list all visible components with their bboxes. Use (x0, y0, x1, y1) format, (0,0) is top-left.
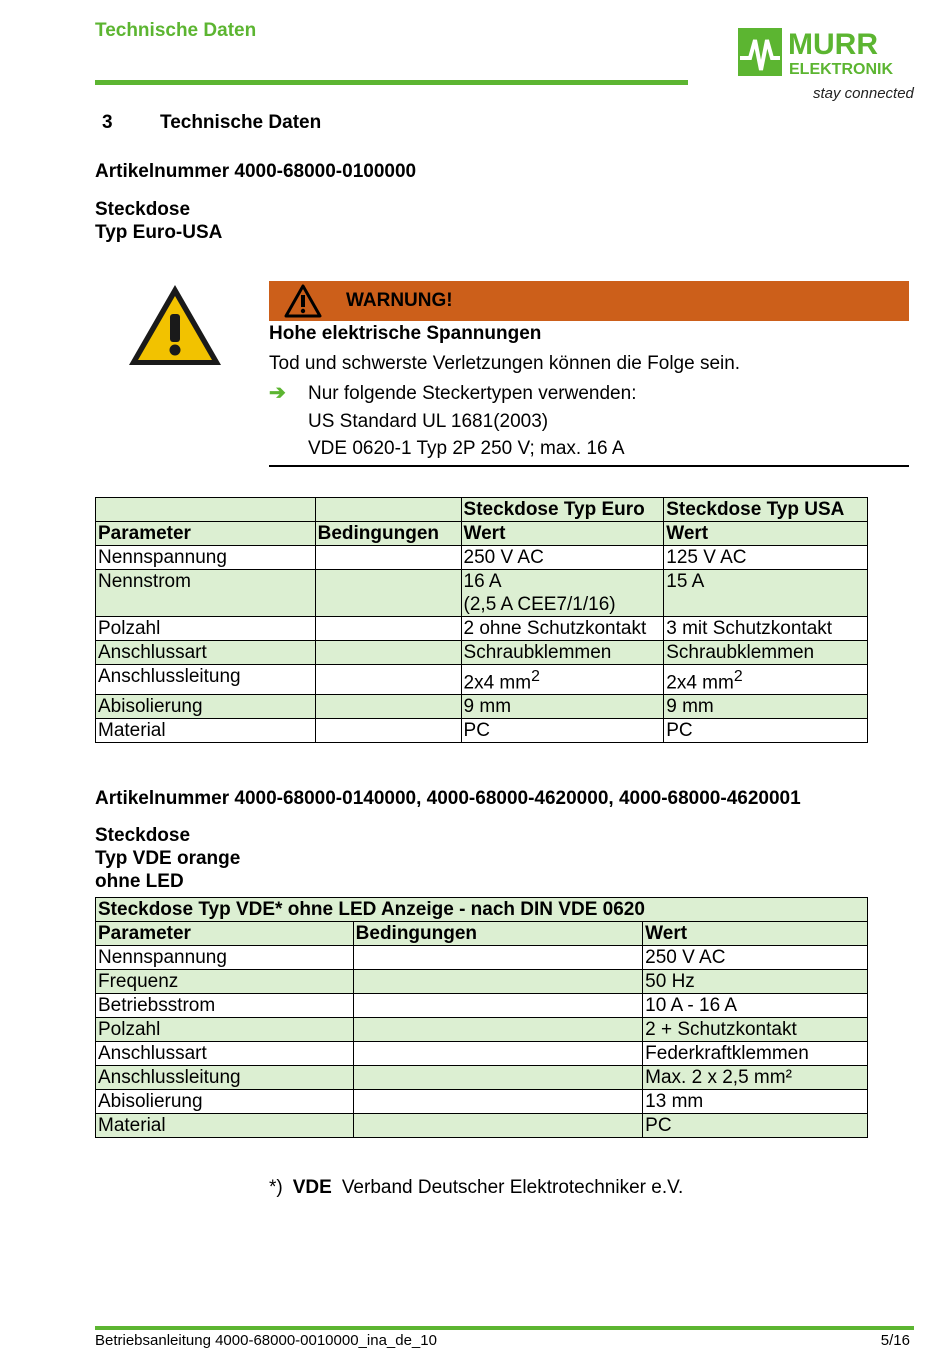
table-row (96, 946, 868, 970)
socket-type-1-line2: Typ Euro-USA (95, 222, 223, 243)
footnote-key: VDE (292, 1177, 332, 1198)
article-number-1: Artikelnummer 4000-68000-0100000 (95, 161, 417, 182)
warning-list-item: Nur folgende Steckertypen verwenden: (308, 383, 637, 404)
table-cell: 2 + Schutzkontakt (643, 1018, 868, 1042)
table-header-cell: Wert (461, 522, 664, 546)
table-cell: Nennspannung (96, 546, 316, 570)
table-cell: 125 V AC (664, 546, 868, 570)
socket-type-1-line1: Steckdose (95, 199, 191, 220)
table-row (96, 617, 868, 641)
table-cell (353, 1042, 643, 1066)
socket-type-2-line2: Typ VDE orange (95, 848, 241, 869)
table-cell: 250 V AC (461, 546, 664, 570)
table-row (96, 1018, 868, 1042)
superscript: 2 (531, 668, 540, 685)
table-cell (315, 695, 461, 719)
table-row (96, 1114, 868, 1138)
table-header-row (96, 922, 868, 946)
table-cell: PC (461, 719, 664, 743)
table-cell (461, 665, 664, 695)
table-cell (461, 570, 664, 617)
table-cell (353, 1090, 643, 1114)
table-cell: Betriebsstrom (96, 994, 354, 1018)
table-cell: Material (96, 1114, 354, 1138)
table-cell: 10 A - 16 A (643, 994, 868, 1018)
socket-type-2-line1: Steckdose (95, 825, 191, 846)
table-cell: Nennspannung (96, 946, 354, 970)
header-title: Technische Daten (95, 20, 257, 41)
table-title: Steckdose Typ VDE* ohne LED Anzeige - nach DIN VDE 0620 (96, 898, 868, 922)
footer-doc-id: Betriebsanleitung 4000-68000-0010000_ina_de_10 (95, 1332, 437, 1349)
table-cell: Nennstrom (96, 570, 316, 617)
section-title: Technische Daten (160, 112, 322, 133)
table-cell: Frequenz (96, 970, 354, 994)
table-cell-value: 2x4 mm (463, 672, 532, 694)
footer-divider (95, 1326, 914, 1330)
spec-table-euro-usa (95, 497, 868, 743)
table-row (96, 1066, 868, 1090)
table-cell: Schraubklemmen (461, 641, 664, 665)
table-cell (315, 546, 461, 570)
socket-type-2-line3: ohne LED (95, 871, 184, 892)
warning-list-item: US Standard UL 1681(2003) (308, 410, 549, 432)
arrow-right-icon: ➔ (269, 382, 286, 404)
table-cell: 13 mm (643, 1090, 868, 1114)
table-title-row (96, 898, 868, 922)
table-cell: PC (643, 1114, 868, 1138)
table-cell (96, 498, 316, 522)
table-header-cell: Bedingungen (353, 922, 643, 946)
footnote-text: Verband Deutscher Elektrotechniker e.V. (341, 1177, 684, 1198)
table-row (96, 695, 868, 719)
table-row (96, 1090, 868, 1114)
table-cell-value: 2x4 mm (666, 672, 734, 694)
table-cell (353, 1066, 643, 1090)
table-header-cell: Wert (643, 922, 868, 946)
warning-bar-icon (284, 284, 322, 318)
table-header-cell: Wert (664, 522, 868, 546)
table-cell: Steckdose Typ USA (664, 498, 868, 522)
table-cell: Anschlussleitung (96, 1066, 354, 1090)
socket-type-1 (95, 198, 222, 244)
table-cell: Anschlussart (96, 641, 316, 665)
table-cell (315, 617, 461, 641)
table-cell-line: (2,5 A CEE7/1/16) (463, 594, 616, 615)
table-cell: Anschlussleitung (96, 665, 316, 695)
table-cell: Polzahl (96, 1018, 354, 1042)
table-row (96, 546, 868, 570)
warning-label: WARNUNG! (346, 290, 453, 311)
table-cell: Polzahl (96, 617, 316, 641)
table-row (96, 719, 868, 743)
table-row (96, 994, 868, 1018)
table-cell-line: 16 A (463, 571, 502, 592)
table-cell: 2 ohne Schutzkontakt (461, 617, 664, 641)
table-header-row (96, 522, 868, 546)
superscript: 2 (733, 668, 743, 685)
logo-tagline: stay connected (813, 85, 914, 102)
warning-list-item: VDE 0620-1 Typ 2P 250 V; max. 16 A (308, 438, 625, 459)
logo-sub: ELEKTRONIK (789, 61, 893, 78)
table-cell: 50 Hz (643, 970, 868, 994)
warning-heading: Hohe elektrische Spannungen (269, 323, 542, 344)
table-cell: Max. 2 x 2,5 mm² (643, 1066, 868, 1090)
table-cell: 9 mm (664, 695, 868, 719)
table-cell (315, 570, 461, 617)
table-row (96, 641, 868, 665)
table-cell: Material (96, 719, 316, 743)
table-cell (353, 970, 643, 994)
warning-list (308, 380, 636, 463)
section-number: 3 (102, 112, 113, 133)
table-cell (353, 994, 643, 1018)
table-cell: Abisolierung (96, 1090, 354, 1114)
table-cell (353, 1018, 643, 1042)
table-cell: 9 mm (461, 695, 664, 719)
table-row (96, 970, 868, 994)
logo-brand: MURR (788, 28, 878, 61)
table-row (96, 1042, 868, 1066)
table-cell: Steckdose Typ Euro (461, 498, 664, 522)
warning-text: Tod und schwerste Verletzungen können die Folge sein. (269, 353, 741, 374)
article-number-2: Artikelnummer 4000-68000-0140000, 4000-68000-4620000, 4000-68000-4620001 (95, 788, 801, 809)
table-cell: Federkraftklemmen (643, 1042, 868, 1066)
table-cell (664, 665, 868, 695)
warning-divider (269, 465, 909, 467)
table-cell: Anschlussart (96, 1042, 354, 1066)
table-cell: 3 mit Schutzkontakt (664, 617, 868, 641)
table-cell: 15 A (664, 570, 868, 617)
header-divider (95, 80, 688, 85)
spec-table-vde (95, 897, 868, 1138)
table-header-cell: Bedingungen (315, 522, 461, 546)
table-cell: Schraubklemmen (664, 641, 868, 665)
table-header-cell: Parameter (96, 922, 354, 946)
table-header-cell: Parameter (96, 522, 316, 546)
footnote-mark: *) (269, 1177, 283, 1198)
table-cell (353, 1114, 643, 1138)
warning-triangle-icon (126, 282, 224, 368)
table-cell (315, 665, 461, 695)
table-cell (315, 719, 461, 743)
table-cell (353, 946, 643, 970)
table-row (96, 570, 868, 617)
table-row (96, 665, 868, 695)
socket-type-2 (95, 824, 240, 893)
footer-page-number: 5/16 (880, 1332, 910, 1349)
table-cell: Abisolierung (96, 695, 316, 719)
table-group-header-row (96, 498, 868, 522)
table-cell: PC (664, 719, 868, 743)
table-cell (315, 498, 461, 522)
table-cell (315, 641, 461, 665)
footnote (269, 1177, 683, 1199)
table-cell: 250 V AC (643, 946, 868, 970)
